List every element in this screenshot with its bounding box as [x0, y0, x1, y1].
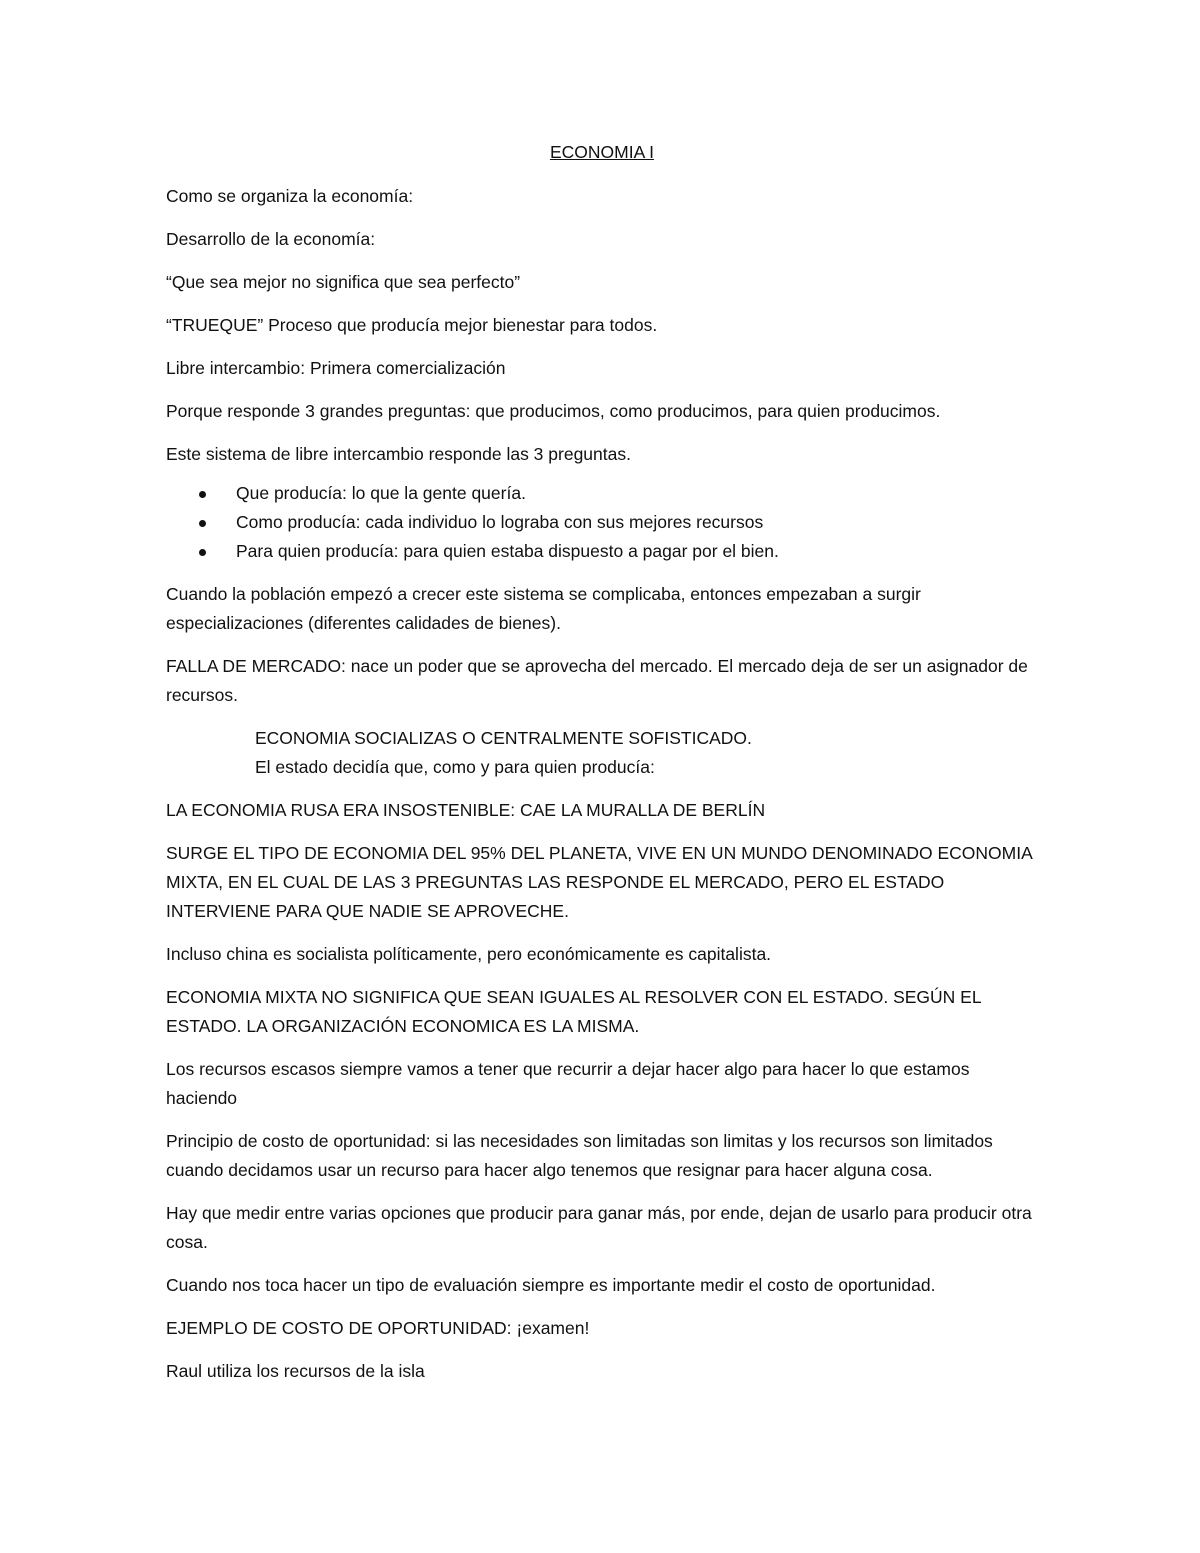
- paragraph-rusa: LA ECONOMIA RUSA ERA INSOSTENIBLE: CAE LA MURALLA DE BERLÍN: [166, 800, 766, 820]
- bullet-icon: [199, 549, 206, 556]
- paragraph-hay-que-medir: Hay que medir entre varias opciones que producir para ganar más, por ende, dejan de usarlo para producir otra cosa.: [166, 1203, 1032, 1252]
- paragraph-principio: Principio de costo de oportunidad: si las necesidades son limitadas son limitas y los recursos son limitados cuando decidamos usar un recurso para hacer algo tenemos que resignar para hacer alguna cosa.: [166, 1131, 993, 1180]
- list-item-text: Como producía: cada individuo lo lograba con sus mejores recursos: [236, 512, 764, 532]
- list-item: [166, 537, 1034, 566]
- document-title: ECONOMIA I: [549, 142, 655, 162]
- paragraph-ejemplo: EJEMPLO DE COSTO DE OPORTUNIDAD: ¡examen!: [166, 1318, 590, 1338]
- paragraph-mixta: ECONOMIA MIXTA NO SIGNIFICA QUE SEAN IGUALES AL RESOLVER CON EL ESTADO. SEGÚN EL ESTADO. LA ORGANIZACIÓN ECONOMICA ES LA MISMA.: [166, 987, 981, 1036]
- paragraph-porque-responde: Porque responde 3 grandes preguntas: que producimos, como producimos, para quien producimos.: [166, 401, 941, 421]
- document-body: [166, 138, 1034, 1400]
- bullet-icon: [199, 520, 206, 527]
- bullet-icon: [199, 491, 206, 498]
- paragraph-desarrollo: Desarrollo de la economía:: [166, 229, 376, 249]
- paragraph-cuando-poblacion: Cuando la población empezó a crecer este sistema se complicaba, entonces empezaban a surgir especializaciones (diferentes calidades de bienes).: [166, 584, 921, 633]
- paragraph-libre-intercambio: Libre intercambio: Primera comercialización: [166, 358, 506, 378]
- paragraph-este-sistema: Este sistema de libre intercambio responde las 3 preguntas.: [166, 444, 631, 464]
- paragraph-china: Incluso china es socialista políticamente, pero económicamente es capitalista.: [166, 944, 772, 964]
- indented-line-economia-socializas: ECONOMIA SOCIALIZAS O CENTRALMENTE SOFISTICADO.: [255, 728, 752, 748]
- paragraph-evaluacion: Cuando nos toca hacer un tipo de evaluación siempre es importante medir el costo de oportunidad.: [166, 1275, 936, 1295]
- paragraph-recursos-escasos: Los recursos escasos siempre vamos a tener que recurrir a dejar hacer algo para hacer lo que estamos haciendo: [166, 1059, 970, 1108]
- paragraph-quote-mejor: “Que sea mejor no significa que sea perfecto”: [166, 272, 521, 292]
- list-item: [166, 479, 1034, 508]
- indented-block: [166, 724, 1034, 782]
- paragraph-trueque: “TRUEQUE” Proceso que producía mejor bienestar para todos.: [166, 315, 658, 335]
- indented-line-estado-decidia: El estado decidía que, como y para quien producía:: [255, 757, 655, 777]
- paragraph-falla-mercado: FALLA DE MERCADO: nace un poder que se aprovecha del mercado. El mercado deja de ser un asignador de recursos.: [166, 656, 1028, 705]
- paragraph-raul: Raul utiliza los recursos de la isla: [166, 1361, 425, 1381]
- paragraph-como-se-organiza: Como se organiza la economía:: [166, 186, 414, 206]
- list-item-text: Para quien producía: para quien estaba dispuesto a pagar por el bien.: [236, 541, 779, 561]
- paragraph-surge: SURGE EL TIPO DE ECONOMIA DEL 95% DEL PLANETA, VIVE EN UN MUNDO DENOMINADO ECONOMIA MIXTA, EN EL CUAL DE LAS 3 PREGUNTAS LAS RESPONDE EL MERCADO, PERO EL ESTADO INTERVIENE PARA QUE NADIE SE APROVECHE.: [166, 843, 1032, 921]
- bullet-list: [166, 479, 1034, 566]
- list-item-text: Que producía: lo que la gente quería.: [236, 483, 526, 503]
- list-item: [166, 508, 1034, 537]
